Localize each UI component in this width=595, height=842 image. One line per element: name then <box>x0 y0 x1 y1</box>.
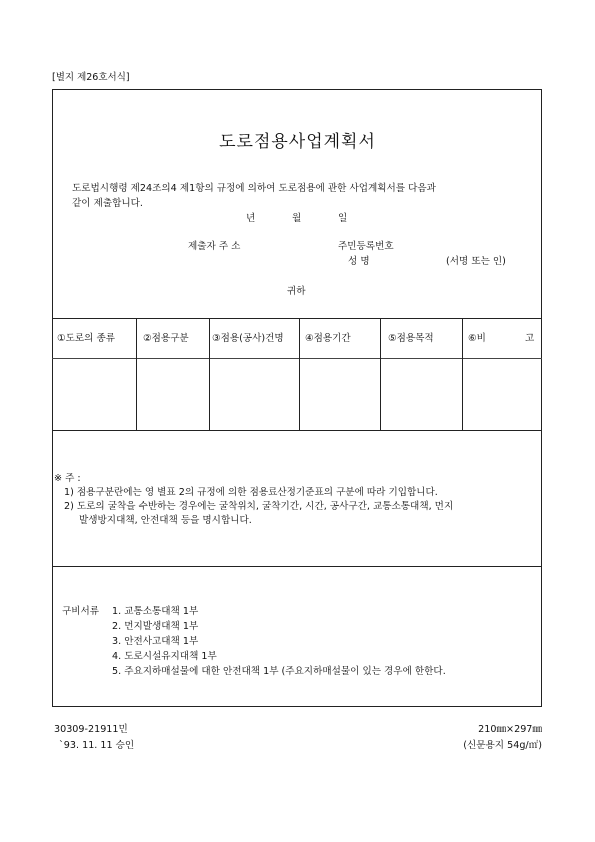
table-bottom-border <box>52 430 542 431</box>
submitter-address-label: 제출자 주 소 <box>188 241 241 252</box>
header-work-name: ③점용(공사)건명 <box>212 333 284 344</box>
header-occupancy-purpose: ⑤점용목적 <box>388 333 434 344</box>
intro-line-2: 같이 제출합니다. <box>72 198 143 209</box>
approval-date: `93. 11. 11 승인 <box>59 740 135 751</box>
resident-number-label: 주민등록번호 <box>338 241 394 252</box>
header-road-type: ①도로의 종류 <box>57 333 115 344</box>
table-cell-occupancy-purpose[interactable] <box>381 359 462 430</box>
form-number-label: [별지 제26호서식] <box>52 72 130 83</box>
paper-type: (신문용지 54g/㎡) <box>463 740 542 751</box>
paper-size: 210㎜×297㎜ <box>478 724 542 735</box>
document-item: 1. 교통소통대책 1부 <box>112 606 199 617</box>
table-top-border <box>52 318 542 319</box>
intro-line-1: 도로법시행령 제24조의4 제1항의 규정에 의하여 도로점용에 관한 사업계획서를 다음과 <box>72 183 436 194</box>
table-cell-occupancy-type[interactable] <box>137 359 209 430</box>
date-day-label: 일 <box>338 213 348 224</box>
header-remarks-tail: 고 <box>525 333 535 344</box>
header-remarks: ⑥비 <box>468 333 486 344</box>
required-documents-label: 구비서류 <box>62 606 100 617</box>
table-cell-work-name[interactable] <box>210 359 299 430</box>
date-month-label: 월 <box>292 213 302 224</box>
form-title: 도로점용사업계획서 <box>219 132 376 152</box>
document-item: 5. 주요지하매설물에 대한 안전대책 1부 (주요지하매설물이 있는 경우에 한한다. <box>112 666 446 677</box>
table-cell-road-type[interactable] <box>53 359 136 430</box>
date-year-label: 년 <box>246 213 256 224</box>
note-item: 발생방지대책, 안전대책 등을 명시합니다. <box>79 515 252 526</box>
name-label: 성 명 <box>348 256 370 267</box>
document-item: 4. 도로시설유지대책 1부 <box>112 651 217 662</box>
section-divider <box>52 566 542 567</box>
recipient-label: 귀하 <box>287 286 306 297</box>
note-item: 2) 도로의 굴착을 수반하는 경우에는 굴착위치, 굴착기간, 시간, 공사구간, 교통소통대책, 먼지 <box>64 501 454 512</box>
note-item: 1) 점용구분란에는 영 별표 2의 규정에 의한 점용료산정기준표의 구분에 따라 기입합니다. <box>64 487 438 498</box>
form-code: 30309-21911민 <box>54 724 128 735</box>
header-occupancy-type: ②점용구분 <box>143 333 189 344</box>
document-item: 3. 안전사고대책 1부 <box>112 636 199 647</box>
notes-heading: ※ 주 : <box>54 473 81 484</box>
table-cell-occupancy-period[interactable] <box>300 359 380 430</box>
signature-label: (서명 또는 인) <box>446 256 506 267</box>
table-cell-remarks[interactable] <box>463 359 541 430</box>
document-item: 2. 먼지발생대책 1부 <box>112 621 199 632</box>
header-occupancy-period: ④점용기간 <box>305 333 351 344</box>
